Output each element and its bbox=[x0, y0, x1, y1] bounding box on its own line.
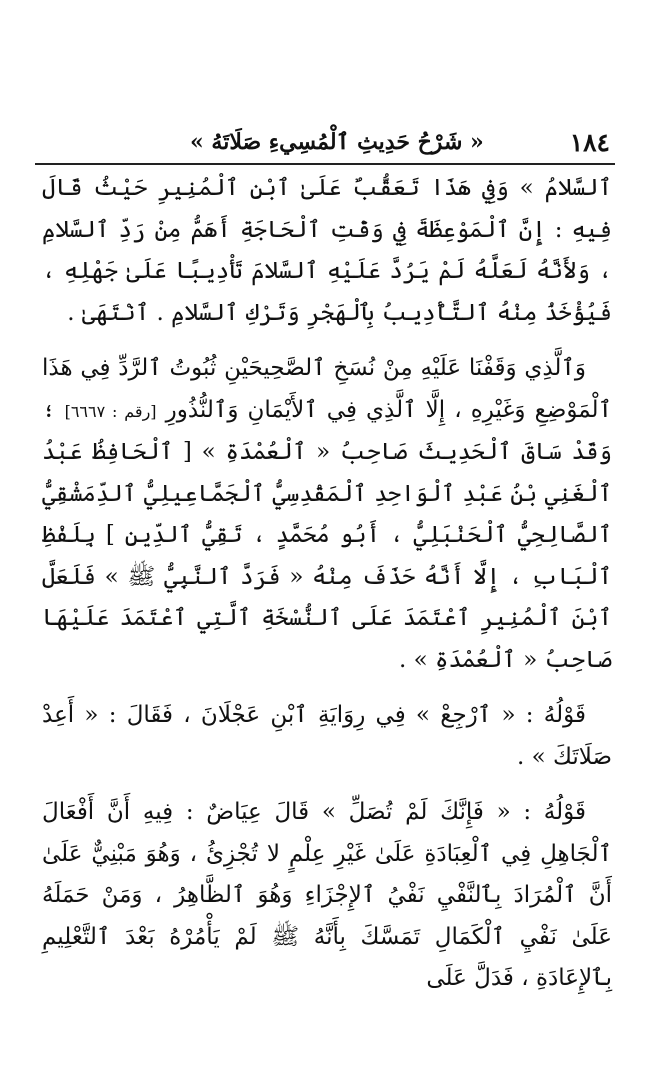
paragraph-2-text-b: ؛ وَقَدْ سَاقَ ٱلْحَدِيثَ صَاحِبُ « ٱلْعُمْدَةِ » [ ٱلْحَافِظُ عَبْدُ ٱلْغَنِي بْنُ عَبْدِ ٱلْوَاحِدِ ٱلْمَقْدِسِيُّ ٱلْجَمَّاعِيلِيُّ ٱلدِّمَشْقِيُّ ٱلصَّالِحِيُّ ٱلْحَنْبَلِيُّ ، أَبُو مُحَمَّدٍ ، تَقِيُّ ٱلدِّينِ ] بِلَفْظِ ٱلْبَابِ ، إِلَّا أَنَّهُ حَذَفَ مِنْهُ « فَرَدَّ ٱلنَّبِيُّ ﷺ » فَلَعَلَّ ٱبْنَ ٱلْمُنِيرِ ٱعْتَمَدَ عَلَى ٱلنُّسْخَةِ ٱلَّتِي ٱعْتَمَدَ عَلَيْهَا صَاحِبُ « ٱلْعُمْدَةِ » . bbox=[42, 396, 612, 673]
header-divider bbox=[35, 163, 615, 165]
paragraph-3: قَوْلُهُ : « ٱرْجِعْ » فِي رِوَايَةِ ٱبْنِ عَجْلَانَ ، فَقَالَ : « أَعِدْ صَلَاتَكَ » . bbox=[42, 702, 612, 770]
paragraph-2 bbox=[42, 348, 612, 681]
reference-number: [رقم : ٦٦٦٧] bbox=[64, 401, 157, 421]
paragraph-2-text-a: وَٱلَّذِي وَقَفْنَا عَلَيْهِ مِنْ نُسَخِ ٱلصَّحِيحَيْنِ ثُبُوتُ ٱلرَّدِّ فِي هَذَا ٱلْمَوْضِعِ وَغَيْرِهِ ، إِلَّا ٱلَّذِي فِي ٱلأَيْمَانِ وَٱلنُّذُورِ bbox=[42, 355, 613, 423]
page-body bbox=[42, 168, 612, 1000]
paragraph-1: ٱلسَّلامُ » وَفِي هَذَا تَعَقُّبٌ عَلَىٰ ٱبْنِ ٱلْمُنِيرِ حَيْثُ قَالَ فِيهِ : إِنَّ ٱلْمَوْعِظَةَ فِي وَقْتِ ٱلْحَاجَةِ أَهَمُّ مِنْ رَدِّ ٱلسَّلامِ ، وَلأَنَّهُ لَعَلَّهُ لَمْ يَرُدَّ عَلَيْهِ ٱلسَّلامَ تَأْدِيبًا عَلَىٰ جَهْلِهِ ، فَيُؤْخَذُ مِنْهُ ٱلتَّأْدِيبُ بِٱلْهَجْرِ وَتَرْكِ ٱلسَّلامِ . ٱنْتَهَىٰ . bbox=[42, 175, 612, 326]
paragraph-4: قَوْلُهُ : « فَإِنَّكَ لَمْ تُصَلِّ » قَالَ عِيَاضٌ : فِيهِ أَنَّ أَفْعَالَ ٱلْجَاهِلِ فِي ٱلْعِبَادَةِ عَلَىٰ غَيْرِ عِلْمٍ لا تُجْزِئُ ، وَهُوَ مَبْنِيٌّ عَلَىٰ أَنَّ ٱلْمُرَادَ بِٱلنَّفْيِ نَفْيُ ٱلإِجْزَاءِ وَهُوَ ٱلظَّاهِرُ ، وَمَنْ حَمَلَهُ عَلَىٰ نَفْيِ ٱلْكَمَالِ تَمَسَّكَ بِأَنَّهُ ﷺ لَمْ يَأْمُرْهُ بَعْدَ ٱلتَّعْلِيمِ بِٱلإِعَادَةِ ، فَدَلَّ عَلَى bbox=[42, 799, 612, 991]
page-header bbox=[40, 122, 610, 162]
page-number: ١٨٤ bbox=[569, 127, 610, 157]
running-title: « شَرْحُ حَدِيثِ ٱلْمُسِيءِ صَلَاتَهُ » bbox=[190, 129, 484, 155]
